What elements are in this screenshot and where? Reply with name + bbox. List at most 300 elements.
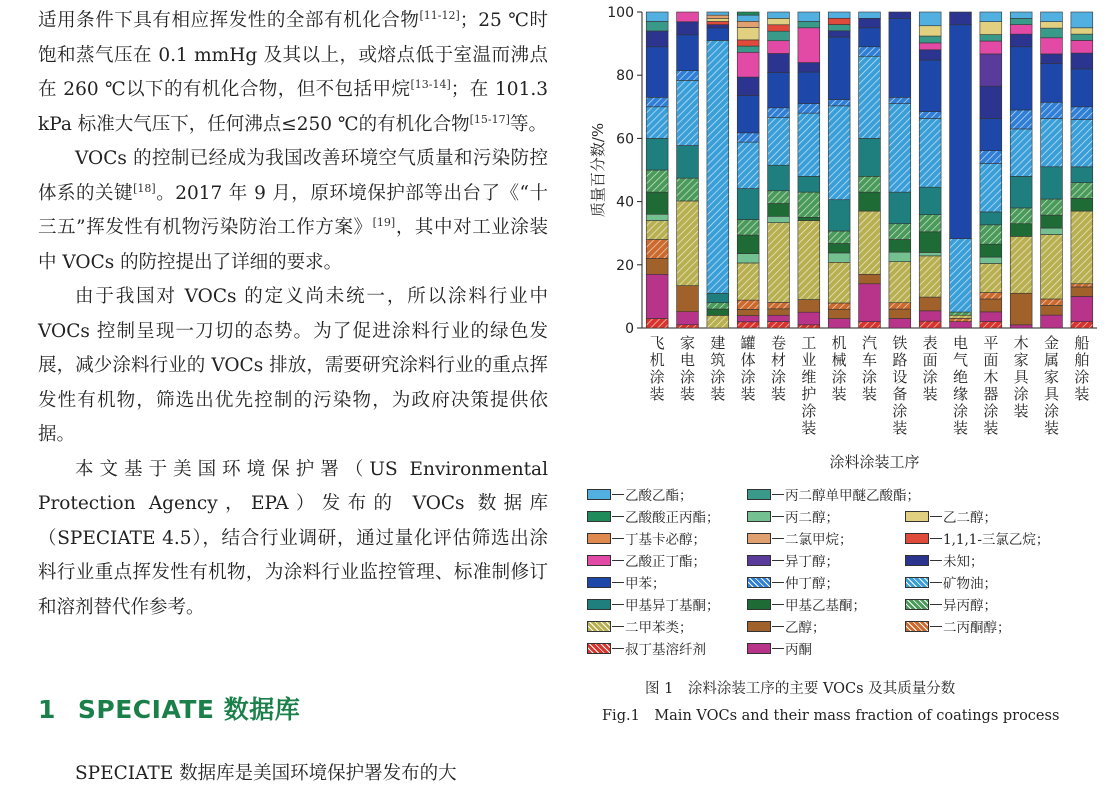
bar-segment bbox=[1010, 129, 1032, 176]
bar-segment bbox=[646, 138, 668, 170]
x-category-label-char: 装 bbox=[1074, 385, 1090, 403]
legend-label: 乙酸正丁酯； bbox=[625, 554, 706, 570]
bar-segment bbox=[1071, 107, 1093, 120]
bar-segment bbox=[707, 15, 729, 18]
bar-segment bbox=[1041, 305, 1063, 315]
bar-segment bbox=[980, 212, 1002, 225]
x-category-label-char: 表 bbox=[922, 334, 938, 352]
bar-segment bbox=[950, 318, 972, 321]
x-category-label-char: 装 bbox=[679, 385, 696, 403]
legend-dash bbox=[612, 560, 624, 561]
bar-segment bbox=[980, 41, 1002, 54]
bar-segment bbox=[828, 12, 850, 18]
bar-segment bbox=[677, 325, 699, 328]
y-axis-label: 质量百分数/% bbox=[589, 122, 607, 218]
x-category-label-char: 面 bbox=[922, 351, 938, 369]
legend-entry bbox=[747, 594, 866, 614]
bar-segment bbox=[798, 113, 820, 176]
bar-segment bbox=[859, 176, 881, 192]
bar-segment bbox=[677, 178, 699, 201]
bar-segment bbox=[889, 309, 911, 318]
x-category-label-char: 舶 bbox=[1074, 351, 1090, 369]
bar-segment bbox=[980, 86, 1002, 118]
x-category-label-char: 护 bbox=[801, 385, 817, 403]
y-tick-label: 40 bbox=[616, 194, 634, 211]
legend-swatch bbox=[587, 533, 611, 544]
legend-label: 二丙酮醇； bbox=[943, 620, 1011, 636]
bar-segment bbox=[798, 28, 820, 63]
x-category-label-char: 具 bbox=[1043, 385, 1060, 403]
bar-segment bbox=[737, 21, 759, 27]
citation: [13-14] bbox=[410, 77, 451, 91]
legend-entry bbox=[747, 506, 839, 526]
legend-swatch bbox=[587, 511, 611, 522]
legend-dash bbox=[772, 604, 784, 605]
bar-segment bbox=[980, 293, 1002, 299]
legend-dash bbox=[772, 494, 784, 495]
legend-swatch bbox=[747, 599, 771, 610]
x-category-label-char: 涂 bbox=[1043, 402, 1060, 420]
bar-segment bbox=[1010, 110, 1032, 129]
x-category-label-char: 涂 bbox=[831, 368, 847, 386]
legend-entry bbox=[747, 616, 826, 636]
bar-segment bbox=[859, 211, 881, 274]
bar-segment bbox=[828, 303, 850, 309]
legend-label: 异丁醇； bbox=[785, 554, 839, 570]
bar-segment bbox=[677, 286, 699, 312]
bar-segment bbox=[1071, 28, 1093, 34]
legend-dash bbox=[930, 538, 942, 539]
legend-entry bbox=[905, 506, 997, 526]
legend-swatch bbox=[587, 489, 611, 500]
legend-label: 丙二醇； bbox=[785, 510, 839, 526]
legend-swatch bbox=[747, 489, 771, 500]
bar-segment bbox=[889, 97, 911, 103]
legend-label: 二氯甲烷； bbox=[785, 532, 853, 548]
bar-segment bbox=[798, 21, 820, 27]
paragraph-1 bbox=[38, 4, 548, 142]
bar-segment bbox=[798, 192, 820, 217]
bar-segment bbox=[768, 31, 790, 41]
bar-segment bbox=[1041, 64, 1063, 103]
bar-segment bbox=[798, 325, 820, 328]
bar-segment bbox=[859, 274, 881, 283]
y-tick-label: 60 bbox=[616, 131, 634, 148]
x-category-label-char: 工 bbox=[801, 334, 817, 352]
bar-segment bbox=[889, 192, 911, 224]
bar-segment bbox=[677, 12, 699, 22]
paragraph-3: 由于我国对 VOCs 的定义尚未统一，所以涂料行业中 VOCs 控制呈现一刀切的态势。为了促进涂料行业的绿色发展，减少涂料行业的 VOCs 排放，需要研究涂料行业的重点挥发性有机物，筛选出优先控制的污染物，为政府决策提供依据。 bbox=[38, 286, 548, 445]
bar-segment bbox=[980, 312, 1002, 322]
bar-segment bbox=[1010, 25, 1032, 34]
x-category-label-char: 涂 bbox=[1074, 368, 1090, 386]
bar-segment bbox=[828, 309, 850, 318]
bar-segment bbox=[707, 293, 729, 302]
bar-segment bbox=[1071, 119, 1093, 166]
body-text-column bbox=[38, 4, 548, 625]
bar-segment bbox=[980, 322, 1002, 328]
legend-entry bbox=[905, 550, 984, 570]
text-span: 。2017 年 9 月，原环境保护部等出台了《“十三五”挥发性有机物污染防治工作方案》 bbox=[38, 182, 548, 238]
paragraph-4: 本文基于美国环境保护署（US Environmental Protection Agency，EPA）发布的 VOCs 数据库（SPECIATE 4.5），结合行业调研，通过量化评估筛选出涂料行业重点挥发性有机物，为涂料行业监控管理、标准制修订和溶剂替代作参考。 bbox=[38, 458, 548, 618]
bar-segment bbox=[1010, 18, 1032, 24]
x-category-label-char: 涂 bbox=[679, 368, 696, 386]
bar-segment bbox=[889, 104, 911, 192]
x-category-label-char: 平 bbox=[983, 334, 999, 352]
x-category-label-char: 路 bbox=[892, 351, 908, 369]
legend-dash bbox=[930, 516, 942, 517]
x-category-label-char: 装 bbox=[770, 385, 787, 403]
legend-entry bbox=[587, 638, 706, 658]
bar-segment bbox=[950, 315, 972, 318]
bar-segment bbox=[737, 316, 759, 322]
stacked-bar-chart bbox=[575, 0, 1120, 480]
legend-label: 丁基卡必醇； bbox=[625, 532, 706, 548]
text-span: ；在 101.3 kPa 标准大气压下，任何沸点≤250 ℃的有机化合物 bbox=[38, 79, 548, 135]
bar-segment bbox=[1041, 315, 1063, 328]
legend-swatch bbox=[905, 621, 929, 632]
bar-segment bbox=[737, 235, 759, 254]
bar-segment bbox=[889, 319, 911, 328]
legend-label: 甲基乙基酮； bbox=[785, 598, 866, 614]
bar-segment bbox=[737, 322, 759, 328]
bar-segment bbox=[798, 63, 820, 72]
legend-entry bbox=[905, 594, 997, 614]
bar-segment bbox=[1041, 299, 1063, 305]
bar-segment bbox=[950, 25, 972, 239]
legend-swatch bbox=[587, 621, 611, 632]
legend-dash bbox=[612, 648, 624, 649]
bar-segment bbox=[677, 80, 699, 145]
bar-segment bbox=[737, 12, 759, 15]
bar-segment bbox=[737, 77, 759, 96]
bar-segment bbox=[737, 189, 759, 220]
bar-segment bbox=[859, 18, 881, 27]
citation: [18] bbox=[133, 181, 156, 195]
legend-dash bbox=[612, 516, 624, 517]
bar-segment bbox=[707, 303, 729, 309]
legend-entry bbox=[905, 572, 997, 592]
bar-segment bbox=[859, 56, 881, 138]
bar-segment bbox=[798, 176, 820, 192]
bar-segment bbox=[1041, 199, 1063, 215]
bar-segment bbox=[798, 312, 820, 325]
x-category-label-char: 设 bbox=[892, 368, 908, 386]
bar-segment bbox=[828, 37, 850, 100]
bar-segment bbox=[919, 256, 941, 297]
y-tick-label: 80 bbox=[616, 68, 634, 85]
legend-swatch bbox=[905, 577, 929, 588]
legend-swatch bbox=[587, 643, 611, 654]
bar-segment bbox=[1071, 211, 1093, 284]
legend-dash bbox=[612, 538, 624, 539]
x-category-label-char: 电 bbox=[952, 334, 969, 352]
figure-1 bbox=[575, 0, 1120, 801]
x-category-label-char: 飞 bbox=[649, 334, 665, 352]
x-category-label-char: 船 bbox=[1074, 334, 1090, 352]
x-category-label-char: 械 bbox=[831, 351, 847, 369]
x-category-label-char: 装 bbox=[801, 419, 817, 437]
bar-segment bbox=[1010, 176, 1032, 208]
legend-swatch bbox=[747, 533, 771, 544]
bar-segment bbox=[677, 22, 699, 35]
legend-entry bbox=[587, 484, 693, 504]
text-span: ；25 ℃时饱和蒸气压在 0.1 mmHg 及其以上，或熔点低于室温而沸点在 260 ℃以下的有机化合物，但不包括甲烷 bbox=[38, 10, 548, 100]
bar-segment bbox=[828, 262, 850, 303]
bar-segment bbox=[677, 312, 699, 325]
bar-segment bbox=[1041, 167, 1063, 199]
legend-label: 仲丁醇； bbox=[785, 576, 839, 592]
legend-dash bbox=[772, 538, 784, 539]
y-tick-label: 20 bbox=[616, 257, 634, 274]
x-category-label-char: 装 bbox=[952, 419, 969, 437]
legend-swatch bbox=[587, 599, 611, 610]
bar-segment bbox=[737, 52, 759, 77]
bar-segment bbox=[980, 151, 1002, 164]
x-category-label-char: 汽 bbox=[861, 334, 878, 352]
legend-dash bbox=[612, 582, 624, 583]
legend-swatch bbox=[587, 555, 611, 566]
x-category-label-char: 装 bbox=[861, 385, 878, 403]
legend-swatch bbox=[747, 555, 771, 566]
x-category-label-char: 备 bbox=[892, 385, 908, 403]
bar-segment bbox=[707, 309, 729, 315]
legend-swatch bbox=[747, 643, 771, 654]
x-category-label-char: 涂 bbox=[770, 368, 787, 386]
legend-label: 异丙醇； bbox=[943, 598, 997, 614]
bar-segment bbox=[919, 187, 941, 214]
bar-segment bbox=[707, 21, 729, 24]
x-category-label-char: 装 bbox=[1043, 419, 1060, 437]
x-category-label-char: 建 bbox=[710, 334, 726, 352]
x-category-label-char: 筑 bbox=[710, 351, 726, 369]
bar-segment bbox=[828, 25, 850, 31]
legend-label: 二甲苯类； bbox=[625, 620, 693, 636]
bar-segment bbox=[677, 146, 699, 179]
bar-segment bbox=[1010, 47, 1032, 110]
legend-entry bbox=[747, 572, 839, 592]
bar-segment bbox=[646, 47, 668, 98]
bar-segment bbox=[737, 40, 759, 46]
bar-segment bbox=[1071, 198, 1093, 211]
bar-segment bbox=[859, 322, 881, 328]
bar-segment bbox=[677, 201, 699, 286]
legend-dash bbox=[612, 494, 624, 495]
bar-segment bbox=[1041, 102, 1063, 118]
legend-entry bbox=[747, 638, 812, 658]
bar-segment bbox=[980, 35, 1002, 41]
legend-label: 乙酸乙酯； bbox=[625, 488, 693, 504]
text-span: VOCs 的控制已经成为我国改善环境空气质量和污染防控体系的关键 bbox=[38, 148, 548, 204]
x-category-label-char: 涂 bbox=[740, 368, 756, 386]
bar-segment bbox=[828, 244, 850, 253]
section-heading bbox=[38, 690, 300, 726]
bar-segment bbox=[646, 258, 668, 274]
section-title: SPECIATE 数据库 bbox=[77, 695, 301, 724]
x-category-label-char: 家 bbox=[1043, 368, 1060, 386]
x-category-label-char: 装 bbox=[1013, 402, 1029, 420]
x-category-label-char: 铁 bbox=[892, 334, 908, 352]
section-number: 1 bbox=[38, 695, 56, 724]
paragraph-2 bbox=[38, 142, 548, 280]
bar-segment bbox=[1010, 236, 1032, 293]
bar-segment bbox=[828, 231, 850, 244]
bar-segment bbox=[980, 299, 1002, 312]
bar-segment bbox=[919, 215, 941, 232]
legend-dash bbox=[930, 560, 942, 561]
legend-entry bbox=[587, 528, 706, 548]
x-category-label-char: 体 bbox=[740, 351, 756, 369]
legend-dash bbox=[612, 604, 624, 605]
x-category-label-char: 涂 bbox=[922, 368, 938, 386]
x-category-label-char: 涂 bbox=[952, 402, 969, 420]
bar-segment bbox=[889, 18, 911, 97]
bar-segment bbox=[889, 224, 911, 240]
bar-segment bbox=[768, 117, 790, 165]
bar-segment bbox=[919, 36, 941, 43]
citation: [15-17] bbox=[469, 112, 510, 126]
text-span: ，其中对工业涂装中 VOCs 的防控提出了详细的要求。 bbox=[38, 217, 548, 273]
bar-segment bbox=[707, 18, 729, 21]
x-category-label-char: 涂 bbox=[861, 368, 878, 386]
bar-segment bbox=[737, 254, 759, 263]
legend-entry bbox=[587, 506, 720, 526]
x-category-label-char: 面 bbox=[983, 351, 999, 369]
bar-segment bbox=[768, 315, 790, 321]
text-span: 等。 bbox=[509, 113, 547, 135]
bar-segment bbox=[737, 15, 759, 21]
bar-segment bbox=[737, 309, 759, 315]
x-category-label-char: 装 bbox=[710, 385, 726, 403]
bar-segment bbox=[737, 142, 759, 188]
bar-segment bbox=[828, 31, 850, 37]
legend-label: 乙酸酸正丙酯； bbox=[625, 510, 720, 526]
legend-label: 丙二醇单甲醚乙酸酯； bbox=[785, 488, 920, 504]
x-category-label-char: 维 bbox=[801, 368, 817, 386]
bar-segment bbox=[768, 216, 790, 222]
legend-dash bbox=[772, 516, 784, 517]
bar-segment bbox=[737, 133, 759, 142]
x-category-label-char: 涂 bbox=[801, 402, 817, 420]
bar-segment bbox=[646, 240, 668, 259]
bar-segment bbox=[768, 12, 790, 18]
y-tick-label: 0 bbox=[625, 321, 634, 337]
bar-segment bbox=[859, 284, 881, 322]
bar-segment bbox=[859, 138, 881, 176]
bar-segment bbox=[1071, 12, 1093, 28]
bar-segment bbox=[980, 264, 1002, 293]
bar-segment bbox=[1010, 325, 1032, 328]
bar-segment bbox=[950, 312, 972, 315]
bar-segment bbox=[1071, 183, 1093, 199]
bar-segment bbox=[768, 322, 790, 328]
x-category-label-char: 气 bbox=[952, 351, 969, 369]
legend-dash bbox=[930, 582, 942, 583]
legend-dash bbox=[930, 626, 942, 627]
legend-dash bbox=[930, 604, 942, 605]
bar-segment bbox=[646, 170, 668, 192]
x-category-label-char: 材 bbox=[770, 351, 787, 369]
bar-segment bbox=[1071, 287, 1093, 296]
bar-segment bbox=[1041, 54, 1063, 64]
x-category-label-char: 绝 bbox=[952, 368, 969, 386]
x-category-label-char: 卷 bbox=[770, 334, 787, 352]
x-category-label-char: 涂 bbox=[1013, 385, 1029, 403]
bar-segment bbox=[950, 322, 972, 328]
bar-segment bbox=[1071, 296, 1093, 321]
bar-segment bbox=[950, 12, 972, 25]
bar-segment bbox=[1071, 322, 1093, 328]
bar-segment bbox=[1041, 22, 1063, 28]
bar-segment bbox=[768, 302, 790, 308]
bar-segment bbox=[768, 204, 790, 217]
bar-segment bbox=[1071, 69, 1093, 107]
bar-segment bbox=[798, 104, 820, 113]
bar-segment bbox=[919, 252, 941, 255]
legend-dash bbox=[772, 626, 784, 627]
bar-segment bbox=[1071, 284, 1093, 287]
x-category-label-char: 机 bbox=[831, 334, 847, 352]
bar-segment bbox=[828, 319, 850, 328]
legend-dash bbox=[772, 560, 784, 561]
bar-segment bbox=[919, 297, 941, 311]
bar-segment bbox=[707, 315, 729, 328]
legend-label: 乙二醇； bbox=[943, 510, 997, 526]
bar-segment bbox=[707, 40, 729, 293]
bar-segment bbox=[1041, 38, 1063, 54]
bar-segment bbox=[919, 60, 941, 112]
bar-segment bbox=[798, 221, 820, 300]
bar-segment bbox=[919, 12, 941, 26]
legend-entry bbox=[905, 528, 1049, 548]
bar-segment bbox=[919, 43, 941, 50]
legend-entry bbox=[587, 550, 706, 570]
bar-segment bbox=[1041, 12, 1063, 22]
bar-segment bbox=[980, 118, 1002, 150]
bar-segment bbox=[980, 225, 1002, 244]
bar-segment bbox=[737, 46, 759, 52]
bar-segment bbox=[768, 53, 790, 72]
x-category-label-char: 涂 bbox=[649, 368, 665, 386]
x-category-label-char: 具 bbox=[1013, 368, 1029, 386]
x-category-label-char: 家 bbox=[1013, 351, 1029, 369]
legend-label: 甲基异丁基酮； bbox=[625, 598, 720, 614]
bar-segment bbox=[798, 300, 820, 313]
legend-dash bbox=[772, 648, 784, 649]
bar-segment bbox=[646, 214, 668, 220]
bar-segment bbox=[646, 31, 668, 47]
bar-segment bbox=[768, 191, 790, 204]
figure-caption-en: Fig.1 Main VOCs and their mass fraction of coatings process bbox=[602, 708, 1060, 724]
legend-label: 乙醇； bbox=[785, 620, 826, 636]
bar-segment bbox=[768, 108, 790, 118]
bar-segment bbox=[646, 107, 668, 139]
x-category-label-char: 涂 bbox=[710, 368, 726, 386]
bar-segment bbox=[980, 54, 1002, 86]
paragraph-5: SPECIATE 数据库是美国环境保护署发布的大 bbox=[75, 763, 457, 784]
bar-segment bbox=[1010, 293, 1032, 325]
bar-segment bbox=[1041, 234, 1063, 298]
bar-segment bbox=[980, 22, 1002, 35]
bar-segment bbox=[1071, 167, 1093, 183]
legend-entry bbox=[587, 616, 693, 636]
x-category-label-char: 木 bbox=[983, 368, 999, 386]
bar-segment bbox=[919, 50, 941, 60]
bar-segment bbox=[1071, 40, 1093, 53]
bar-segment bbox=[798, 12, 820, 21]
legend-entry bbox=[905, 616, 1011, 636]
bar-segment bbox=[919, 112, 941, 119]
